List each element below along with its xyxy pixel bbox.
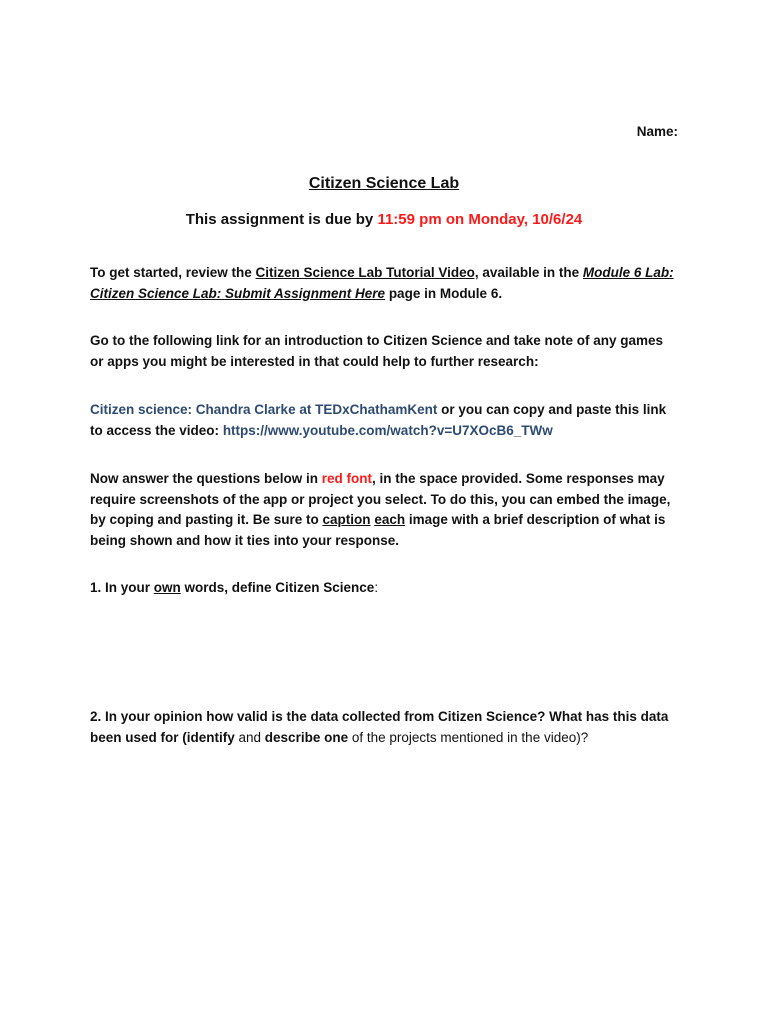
q1-own-word: own: [153, 580, 181, 595]
q2-and: and: [234, 729, 265, 745]
video-paragraph: [90, 400, 680, 441]
question-2: [90, 707, 680, 748]
instructions-part2: , in the space provided. Some responses may require screenshots of the app or project you select. To do this, you can embed the image, by coping and pasting it. Be sure to: [90, 471, 671, 527]
due-deadline: 11:59 pm on Monday, 10/6/24: [377, 211, 583, 228]
module-link-part-a[interactable]: Module 6 Lab:: [582, 265, 674, 280]
intro-middle: available in the: [478, 265, 583, 280]
intro-prefix: To get started, review the: [90, 265, 256, 280]
video-middle: or you can copy and paste this link to access the video:: [90, 402, 667, 438]
q1-suffix: words, define Citizen Science: [180, 580, 375, 595]
q2-describe: describe one: [264, 729, 349, 745]
red-font-text: red font: [321, 471, 373, 486]
q2-rest: of the projects mentioned in the video: [348, 729, 577, 745]
due-date-line: [0, 211, 768, 228]
due-prefix: This assignment is due by: [185, 211, 378, 228]
q1-prefix: 1. In your: [90, 580, 154, 595]
tutorial-video-link[interactable]: Citizen Science Lab Tutorial Video,: [255, 265, 479, 280]
goto-paragraph: Go to the following link for an introduction to Citizen Science and take note of any games or apps you might be interested in that could help to further research:: [90, 333, 664, 369]
q2-close: )?: [576, 729, 589, 745]
page-title: Citizen Science Lab: [308, 175, 460, 192]
question-1: [90, 578, 680, 599]
name-label: Name:: [636, 124, 678, 139]
each-word: each: [374, 512, 406, 527]
intro-paragraph: [90, 263, 680, 304]
instructions-prefix: Now answer the questions below in: [90, 471, 322, 486]
module-link-part-b[interactable]: Citizen Science Lab: Submit Assignment Here: [90, 285, 386, 301]
caption-word: caption: [322, 512, 371, 527]
q2-part1: 2. In your opinion how valid is the data collected from Citizen Science? What has this data been used for (identify: [90, 709, 669, 745]
intro-suffix: page in Module 6.: [385, 285, 503, 301]
youtube-url-link[interactable]: https://www.youtube.com/watch?v=U7XOcB6_TWw: [222, 422, 553, 438]
instructions-part3: image with a brief description of what is being shown and how it ties into your response.: [90, 512, 666, 548]
ted-video-link[interactable]: Citizen science: Chandra Clarke at TEDxChathamKent: [90, 402, 438, 417]
q1-colon: :: [374, 580, 379, 595]
instructions-paragraph: [90, 469, 680, 551]
